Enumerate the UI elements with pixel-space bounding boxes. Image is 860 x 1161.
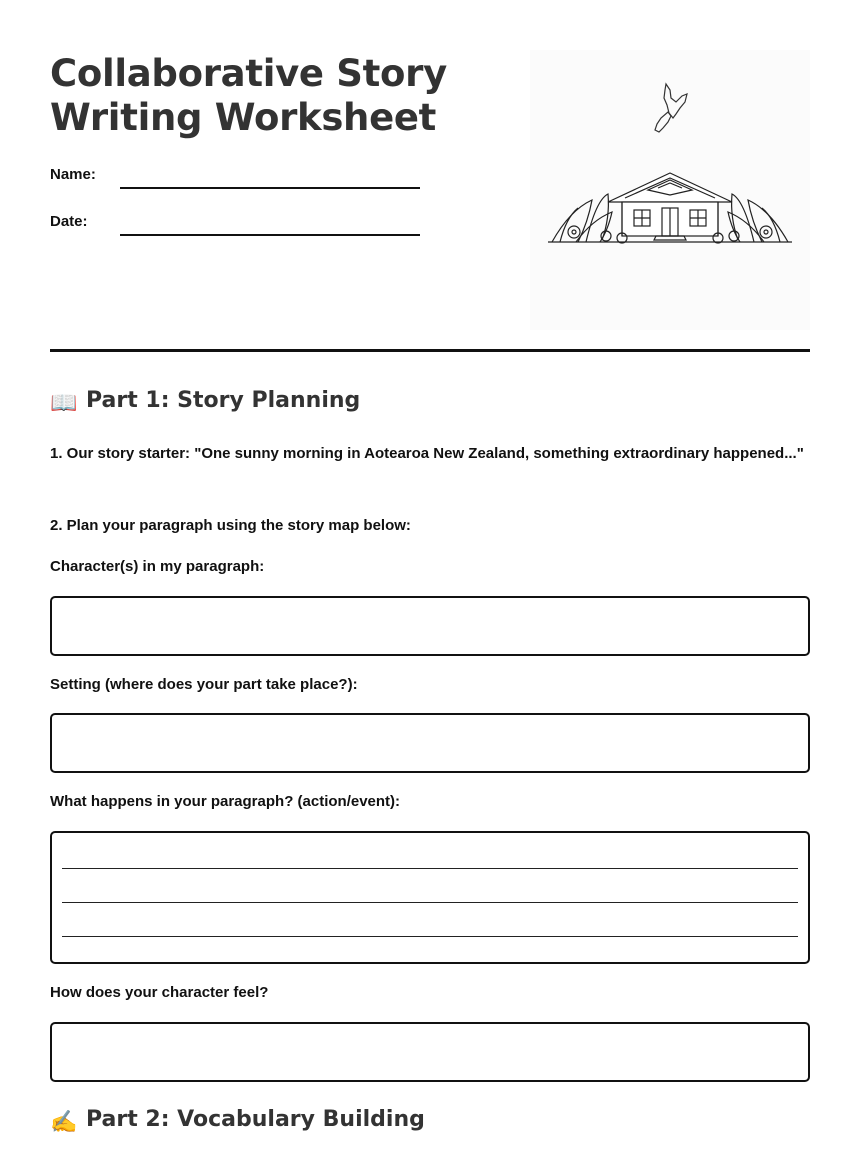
- section-divider: [50, 349, 810, 352]
- title-line-1: Collaborative Story: [50, 52, 447, 95]
- writing-hand-icon: ✍️: [50, 1110, 78, 1135]
- characters-label: Character(s) in my paragraph:: [50, 558, 265, 575]
- setting-label: Setting (where does your part take place?):: [50, 676, 358, 693]
- feelings-label: How does your character feel?: [50, 984, 269, 1001]
- writing-line: [62, 902, 798, 903]
- plan-paragraph-instruction: 2. Plan your paragraph using the story map below:: [50, 517, 411, 534]
- writing-line: [62, 868, 798, 869]
- date-field[interactable]: [120, 234, 420, 236]
- characters-answer-box[interactable]: [50, 596, 810, 656]
- open-book-icon: 📖: [50, 391, 78, 416]
- action-answer-box[interactable]: [50, 831, 810, 964]
- header-illustration: [530, 50, 810, 330]
- part1-heading: [50, 388, 360, 416]
- part2-heading-text: Part 2: Vocabulary Building: [86, 1107, 425, 1132]
- writing-line: [62, 936, 798, 937]
- date-label: Date:: [50, 213, 88, 230]
- title-line-2: Writing Worksheet: [50, 96, 437, 139]
- part2-heading: [50, 1107, 425, 1135]
- feelings-answer-box[interactable]: [50, 1022, 810, 1082]
- name-label: Name:: [50, 166, 96, 183]
- part1-heading-text: Part 1: Story Planning: [86, 388, 361, 413]
- maori-house-with-plants-icon: [530, 50, 810, 330]
- story-starter-question: 1. Our story starter: "One sunny morning in Aotearoa New Zealand, something extraordinary happened...": [50, 445, 804, 462]
- worksheet-title: [50, 52, 447, 140]
- name-field[interactable]: [120, 187, 420, 189]
- action-label: What happens in your paragraph? (action/event):: [50, 793, 401, 810]
- setting-answer-box[interactable]: [50, 713, 810, 773]
